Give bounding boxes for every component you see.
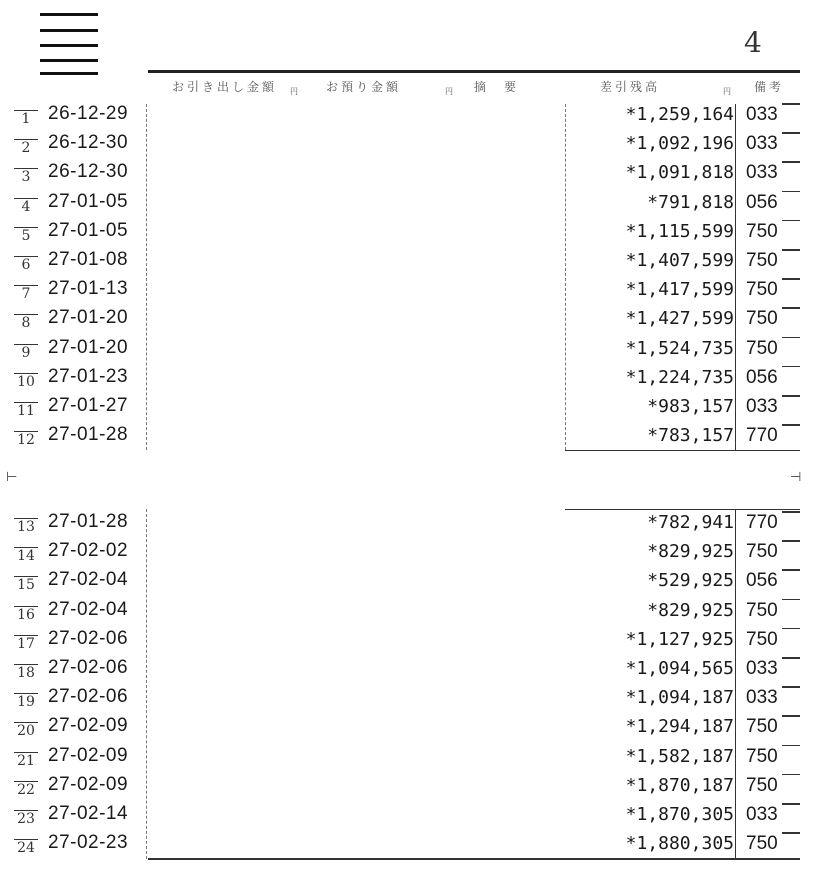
table-row [0,567,814,596]
row-balance: *1,417,599 [625,279,734,301]
row-date: 27-01-20 [48,336,129,358]
table-row [0,393,814,422]
row-number: 24 [14,839,38,857]
row-date: 27-02-04 [48,598,129,620]
row-balance: *1,427,599 [625,308,734,330]
row-date: 27-01-28 [48,424,129,446]
row-code: 033 [746,396,778,417]
table-row [0,684,814,713]
row-tick [782,686,800,688]
table-row [0,218,814,247]
row-tick [782,745,800,747]
row-number: 15 [14,576,38,594]
row-balance: *1,870,187 [625,774,734,796]
row-code: 033 [746,104,778,125]
table-row [0,422,814,451]
table-row [0,743,814,772]
row-code: 750 [746,337,778,359]
row-code: 750 [746,833,778,855]
row-tick [782,832,800,834]
table-row [0,713,814,742]
row-date: 26-12-30 [48,161,129,183]
row-number: 20 [14,722,38,740]
row-tick [782,657,800,659]
row-tick [782,132,800,134]
row-date: 27-01-13 [48,278,129,300]
header-deposit: お預り金額 [326,80,402,94]
header-balance-unit: 円 [723,87,734,96]
row-balance: *1,582,187 [625,745,734,767]
hamburger-menu-icon[interactable] [40,13,98,75]
table-row [0,305,814,334]
table-row [0,597,814,626]
row-date: 26-12-29 [48,103,129,124]
row-number: 23 [14,810,38,828]
row-tick [782,395,800,397]
row-balance: *1,091,818 [625,162,734,184]
row-tick [782,511,800,513]
row-balance: *1,294,187 [625,716,734,738]
row-code: 750 [746,541,778,563]
row-date: 27-02-06 [48,686,129,708]
row-date: 27-01-23 [48,365,129,387]
row-balance: *829,925 [647,599,734,621]
row-code: 056 [746,570,778,592]
row-balance: *1,224,735 [625,366,734,388]
row-date: 27-02-09 [48,715,129,737]
row-tick [782,220,800,222]
row-balance: *791,818 [647,191,734,213]
row-date: 27-02-06 [48,627,129,649]
row-code: 750 [746,716,778,738]
row-balance: *1,880,305 [625,833,734,855]
row-tick [782,191,800,193]
row-date: 27-02-02 [48,540,129,562]
table-row [0,626,814,655]
header-code: 備考 [754,80,785,94]
row-number: 2 [14,139,38,157]
row-code: 750 [746,774,778,796]
row-date: 27-02-06 [48,657,129,678]
row-balance: *783,157 [647,425,734,447]
row-balance: *1,094,565 [625,658,734,679]
row-date: 27-01-05 [48,219,129,241]
left-marker: ⊢ [6,470,18,485]
table-row [0,655,814,684]
row-number: 4 [14,198,38,216]
row-number: 17 [14,635,38,653]
row-balance: *1,870,305 [625,804,734,825]
table-row [0,772,814,801]
row-date: 27-02-23 [48,832,129,854]
row-date: 27-01-20 [48,307,129,329]
table-row [0,159,814,188]
row-code: 770 [746,512,778,533]
row-code: 750 [746,628,778,650]
row-number: 10 [14,373,38,391]
table-row [0,335,814,364]
page-number: 4 [744,26,762,59]
row-number: 6 [14,256,38,274]
row-date: 27-01-28 [48,511,129,532]
row-balance: *782,941 [647,512,734,533]
table-row [0,830,814,859]
row-code: 770 [746,425,778,447]
row-tick [782,628,800,630]
row-balance: *1,094,187 [625,687,734,709]
row-code: 750 [746,745,778,767]
row-number: 5 [14,227,38,245]
row-code: 033 [746,162,778,184]
row-tick [782,249,800,251]
row-tick [782,774,800,776]
row-number: 22 [14,781,38,799]
row-tick [782,599,800,601]
row-date: 27-02-04 [48,569,129,591]
row-number: 9 [14,344,38,362]
row-code: 033 [746,804,778,825]
right-marker: ⊣ [790,470,802,485]
row-date: 27-01-27 [48,395,129,416]
row-code: 033 [746,658,778,679]
row-tick [782,366,800,368]
row-number: 12 [14,431,38,449]
table-row [0,189,814,218]
row-number: 18 [14,664,38,682]
table-row [0,276,814,305]
row-date: 27-02-09 [48,744,129,766]
table-row [0,101,814,130]
row-tick [782,337,800,339]
row-code: 750 [746,279,778,301]
row-date: 26-12-30 [48,132,129,154]
table-row [0,364,814,393]
row-tick [782,307,800,309]
row-number: 11 [14,402,38,420]
row-tick [782,540,800,542]
row-code: 750 [746,250,778,271]
row-number: 21 [14,752,38,770]
row-date: 27-02-09 [48,773,129,795]
row-tick [782,569,800,571]
row-code: 750 [746,308,778,330]
row-code: 033 [746,133,778,155]
header-description: 摘 要 [474,80,520,94]
row-tick [782,424,800,426]
row-balance: *1,092,196 [625,133,734,155]
row-balance: *829,925 [647,541,734,563]
top-rule [148,70,800,73]
row-number: 8 [14,314,38,332]
table-row [0,509,814,538]
row-balance: *1,115,599 [625,220,734,242]
row-balance: *1,524,735 [625,337,734,359]
row-code: 033 [746,687,778,709]
row-date: 27-02-14 [48,803,129,824]
bottom-rule [148,858,800,860]
row-balance: *1,259,164 [625,104,734,125]
row-date: 27-01-08 [48,249,129,270]
table-row [0,801,814,830]
header-withdrawal-unit: 円 [290,87,301,96]
row-code: 056 [746,366,778,388]
row-number: 16 [14,606,38,624]
row-number: 14 [14,547,38,565]
row-date: 27-01-05 [48,190,129,212]
row-number: 13 [14,518,38,536]
row-tick [782,278,800,280]
row-tick [782,103,800,105]
table-row [0,247,814,276]
table-row [0,538,814,567]
row-number: 19 [14,693,38,711]
header-balance: 差引残高 [600,80,661,94]
row-balance: *529,925 [647,570,734,592]
table-row [0,130,814,159]
row-number: 7 [14,285,38,303]
row-balance: *983,157 [647,396,734,417]
row-tick [782,715,800,717]
row-tick [782,161,800,163]
row-balance: *1,127,925 [625,628,734,650]
row-code: 056 [746,191,778,213]
row-code: 750 [746,220,778,242]
row-number: 1 [14,110,38,128]
row-number: 3 [14,168,38,186]
row-code: 750 [746,599,778,621]
row-balance: *1,407,599 [625,250,734,271]
header-deposit-unit: 円 [445,87,456,96]
header-withdrawal: お引き出し金額 [172,80,278,94]
row-tick [782,803,800,805]
